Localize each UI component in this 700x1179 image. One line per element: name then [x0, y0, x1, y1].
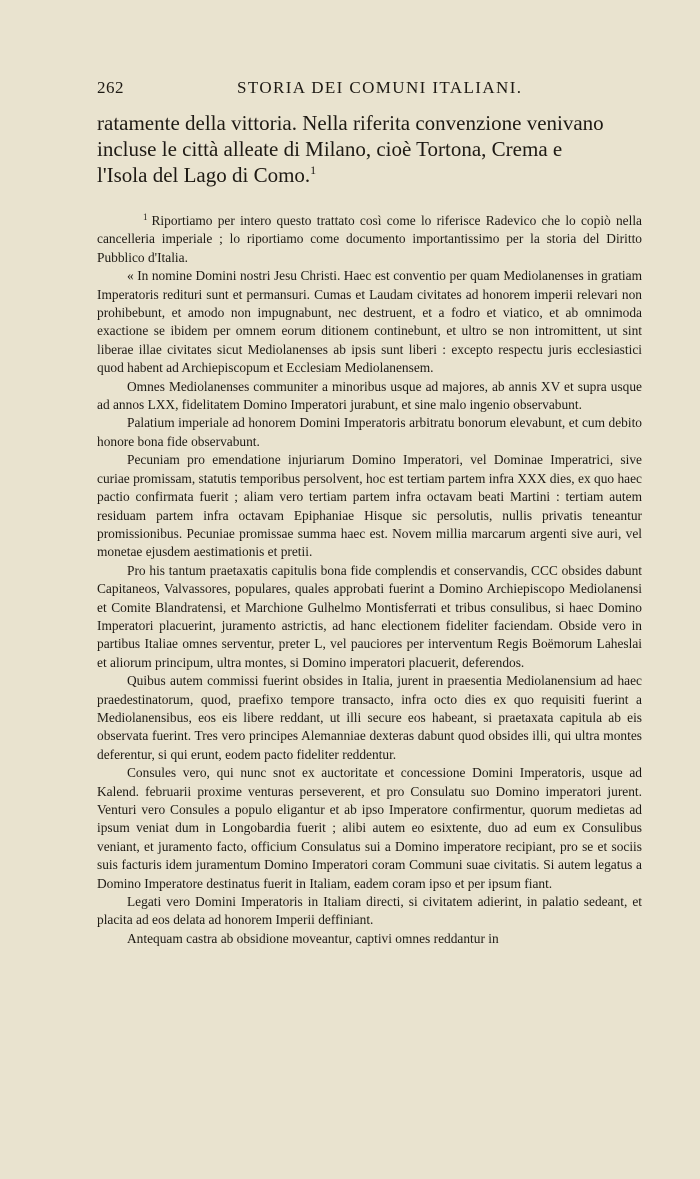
- main-text-line: l'Isola del Lago di Como.: [97, 163, 311, 187]
- footnote-paragraph: [97, 212, 642, 267]
- footnote-paragraph: Palatium imperiale ad honorem Domini Imperatoris arbitratu bonorum elevabunt, et cum debito honore bona fide observabunt.: [97, 415, 642, 449]
- footnote-paragraph: Quibus autem commissi fuerint obsides in Italia, jurent in praesentia Mediolanensium ad haec praedestinatorum, quod, praefixo tempore transacto, infra octo dies ex quo requisiti fuerint a Mediolanensibus, eos eis libere reddant, ut illi secure eos habeant, si praetaxata capitula ab eis observata fuerint. Tres vero principes Alemanniae dexteras dabunt quod obsides illi, qui ultra montes deferentur, si qui erunt, eodem pacto fideliter reddentur.: [97, 673, 642, 762]
- footnote-marker: 1: [143, 211, 148, 222]
- page-header: [97, 78, 607, 102]
- main-text: [97, 110, 642, 188]
- footnote-paragraph: Omnes Mediolanenses communiter a minoribus usque ad majores, ab annis XV et supra usque ad annos LXX, fidelitatem Domino Imperatori jurabunt, et sine malo ingenio observabunt.: [97, 378, 642, 413]
- footnote-paragraph: Legati vero Domini Imperatoris in Italiam directi, si civitatem adierint, in palatio sedeant, et placita ad eos delata ad honorem Imperii deffiniant.: [97, 894, 642, 928]
- footnote-paragraph: Pecuniam pro emendatione injuriarum Domino Imperatori, vel Dominae Imperatrici, sive curiae promissam, statutis temporibus persolvent, hoc est tertiam partem infra XXX dies, ex quo haec pactio confirmata fuerit ; aliam vero tertiam partem infra octavam beati Martini : tertiam autem residuam partem infra octavam Epiphaniae Hisque sic persolutis, nullis privatis teneantur promissionibus. Pecuniae promissae summa haec est. Novem millia marcarum argenti sive auri, vel monetae ejusdem aestimationis et pretii.: [97, 452, 642, 560]
- footnote-paragraph: Antequam castra ab obsidione moveantur, captivi omnes reddantur in: [127, 930, 499, 946]
- footnote-paragraph-text: Riportiamo per intero questo trattato così come lo riferisce Radevico che lo copiò nella cancelleria imperiale ; lo riportiamo come documento importantissimo per la storia del Diritto Pubblico d'Italia.: [97, 213, 642, 265]
- footnote-paragraph: « In nomine Domini nostri Jesu Christi. Haec est conventio per quam Mediolanenses in gratiam Imperatoris redituri sunt et permansuri. Cumas et Laudam civitates ad honorem imperii relevari non prohibebunt, et amodo non impugnabunt, nec destruent, et a fodro et viatico, et ab omnimoda exactione se ibidem per omnem eorum ditionem continebunt, et ultro se non intromittent, ut sint liberae illae civitates sicut Mediolanenses ab ipsis sunt liberi : excepto respectu juris ecclesiastici quod habent ad Archiepiscopum et Ecclesiam Mediolanensem.: [97, 268, 642, 376]
- main-text-line: incluse le città alleate di Milano, cioè Tortona, Crema e: [97, 137, 563, 161]
- main-text-line: ratamente della vittoria. Nella riferita convenzione venivano: [97, 111, 604, 135]
- footnote-paragraph: Consules vero, qui nunc snot ex auctoritate et concessione Domini Imperatoris, usque ad Kalend. februarii proxime venturas perseverent, et pro Consulatu suo Domino imperatori jurent. Venturi vero Consules a populo eligantur et ab ipso Imperatore confirmentur, quorum medietas ad ipsum veniat dum in Longobardia fuerit ; alibi autem eo esixtente, duo ad eum ex Consulibus veniant, et juramento facto, officium Consulatus sui a Domino imperatore recipiant, pro se et sociis suis facturis idem juramentum Domino Imperatori coram Communi suae civitatis. Si autem legatus a Domino Imperatore destinatus fuerit in Italiam, eadem coram ipso et per ipsum fiant.: [97, 765, 642, 891]
- page-number: 262: [97, 78, 124, 97]
- footnote-paragraph: Pro his tantum praetaxatis capitulis bona fide complendis et conservandis, CCC obsides dabunt Capitaneos, Valvassores, populares, quales approbati fuerint a Domino Archiepiscopo Mediolanensi et Comite Blandratensi, et Marchione Gulhelmo Montisferrati et tribus consulibus, si haec Domino Imperatori placuerint, juramento astrictis, ad hanc electionem fideliter faciendam. Obside vero in partibus Italiae omnes serventur, preter L, vel pauciores per interventum Regis Boëmorum Laheslai et aliorum principum, ultra montes, si Domino imperatori placuerit, deferendos.: [97, 562, 642, 670]
- running-title: STORIA DEI COMUNI ITALIANI.: [237, 78, 523, 97]
- main-text-line-last: [97, 162, 642, 188]
- footnote-reference: 1: [310, 163, 317, 177]
- footnotes: [97, 212, 642, 948]
